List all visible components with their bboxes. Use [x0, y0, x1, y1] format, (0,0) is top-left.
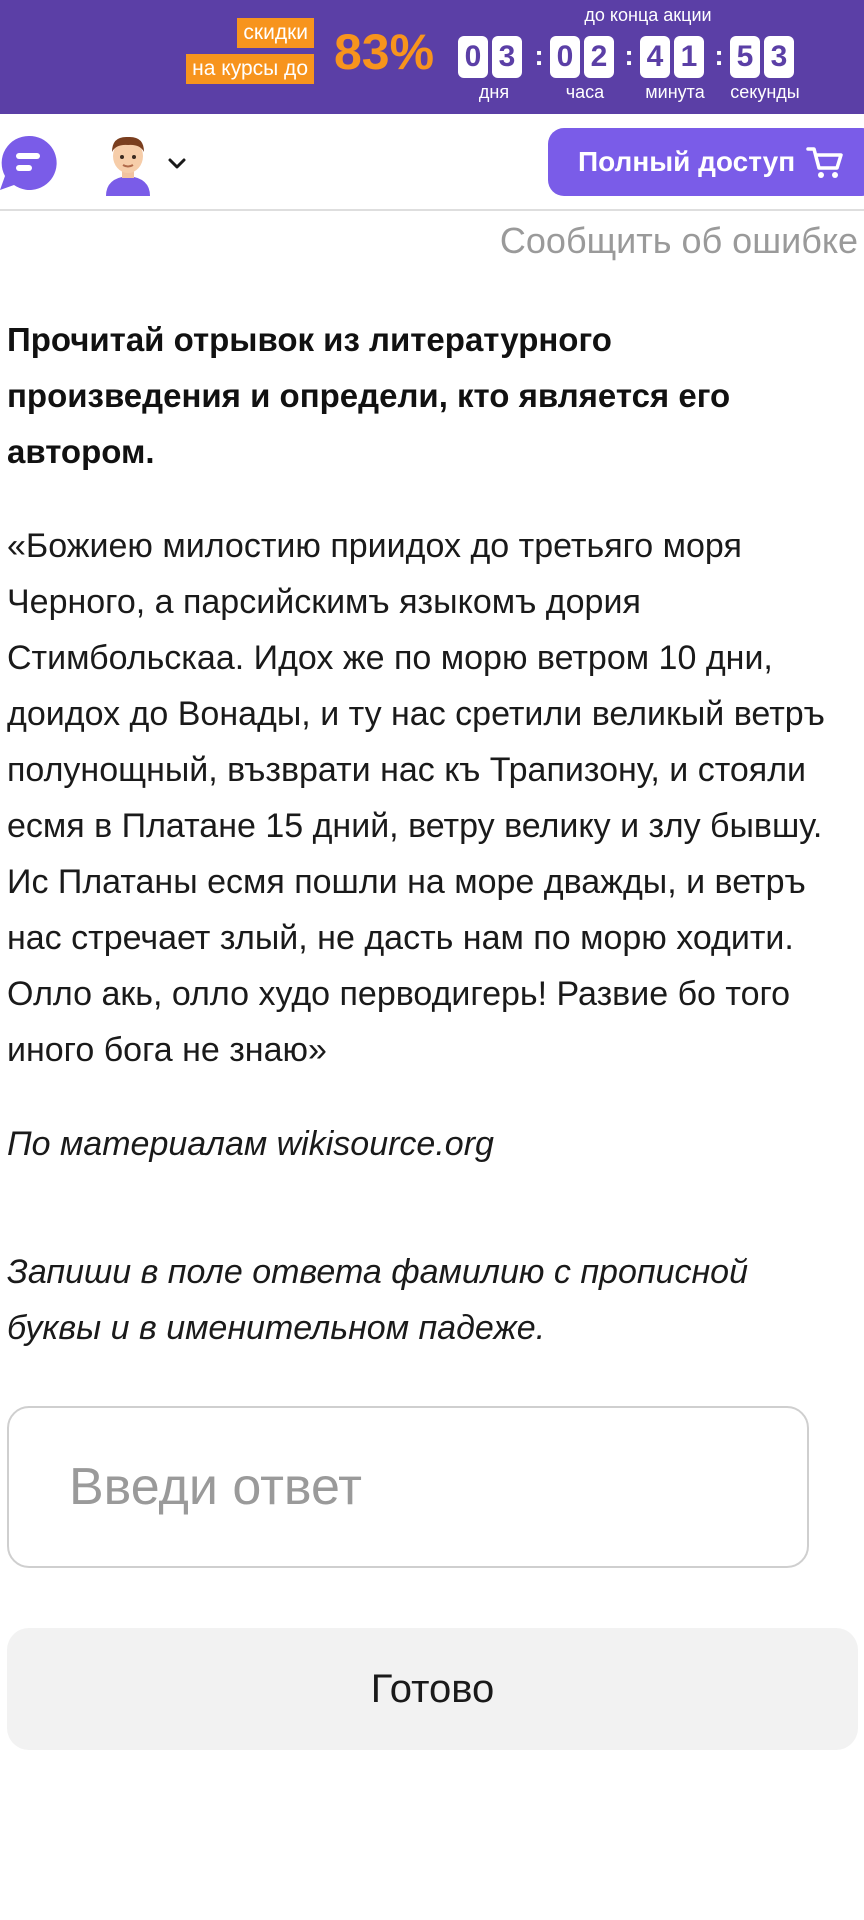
- source-note: По материалам wikisource.org: [7, 1125, 494, 1163]
- countdown-days-digit-2: 3: [492, 36, 522, 78]
- promo-tag-courses: на курсы до: [186, 54, 314, 84]
- countdown-hours-digit-1: 0: [550, 36, 580, 78]
- avatar[interactable]: [100, 132, 156, 196]
- profile-menu-toggle[interactable]: [166, 152, 188, 174]
- full-access-label: Полный доступ: [578, 146, 796, 177]
- answer-instruction: Запиши в поле ответа фамилию с прописной буквы и в именительном падеже.: [7, 1253, 748, 1347]
- countdown-unit-minutes: минута: [645, 82, 705, 102]
- countdown-days-digit-1: 0: [458, 36, 488, 78]
- countdown-minutes-digit-2: 1: [674, 36, 704, 78]
- top-nav: [0, 114, 864, 211]
- countdown-unit-hours: часа: [565, 82, 605, 102]
- question-text: Прочитай отрывок из литературного произведения и определи, кто является его автором.: [7, 321, 731, 470]
- full-access-button[interactable]: [548, 128, 864, 196]
- cart-icon: [806, 146, 844, 180]
- countdown-separator: :: [534, 40, 544, 71]
- answer-input[interactable]: [7, 1406, 809, 1568]
- countdown-separator: :: [624, 40, 634, 71]
- chat-button[interactable]: [0, 134, 58, 192]
- promo-tags: [168, 18, 314, 88]
- countdown-unit-seconds: секунды: [730, 82, 800, 102]
- countdown-unit-days: дня: [478, 82, 510, 102]
- chat-icon: [0, 134, 58, 192]
- countdown-separator: :: [714, 40, 724, 71]
- countdown-hours-digit-2: 2: [584, 36, 614, 78]
- countdown-minutes-digit-1: 4: [640, 36, 670, 78]
- submit-button[interactable]: Готово: [7, 1628, 858, 1750]
- promo-banner[interactable]: [0, 0, 864, 114]
- countdown-seconds-digit-1: 5: [730, 36, 760, 78]
- report-error-link[interactable]: Сообщить об ошибке: [499, 220, 858, 261]
- promo-tag-discounts: скидки: [237, 18, 314, 48]
- promo-discount: 83%: [334, 24, 435, 80]
- chevron-down-icon: [166, 152, 188, 174]
- countdown-caption: до конца акции: [584, 5, 712, 25]
- passage-text: «Божиею милостию приидох до третьяго моря Черного, а парсийскимъ языкомъ дория Стимбольскаа. Идох же по морю ветром 10 дни, доидох до Вонады, и ту нас сретили великый ветръ полунощный, възврати нас къ Трапизону, и стояли есмя в Платане 15 дний, ветру велику и злу бывшу. Ис Платаны есмя пошли на море дважды, и ветръ нас стречает злый, не дасть нам по морю ходити. Олло акь, олло худо перводигерь! Развие бо того иного бога не знаю»: [7, 527, 825, 1069]
- countdown-seconds-digit-2: 3: [764, 36, 794, 78]
